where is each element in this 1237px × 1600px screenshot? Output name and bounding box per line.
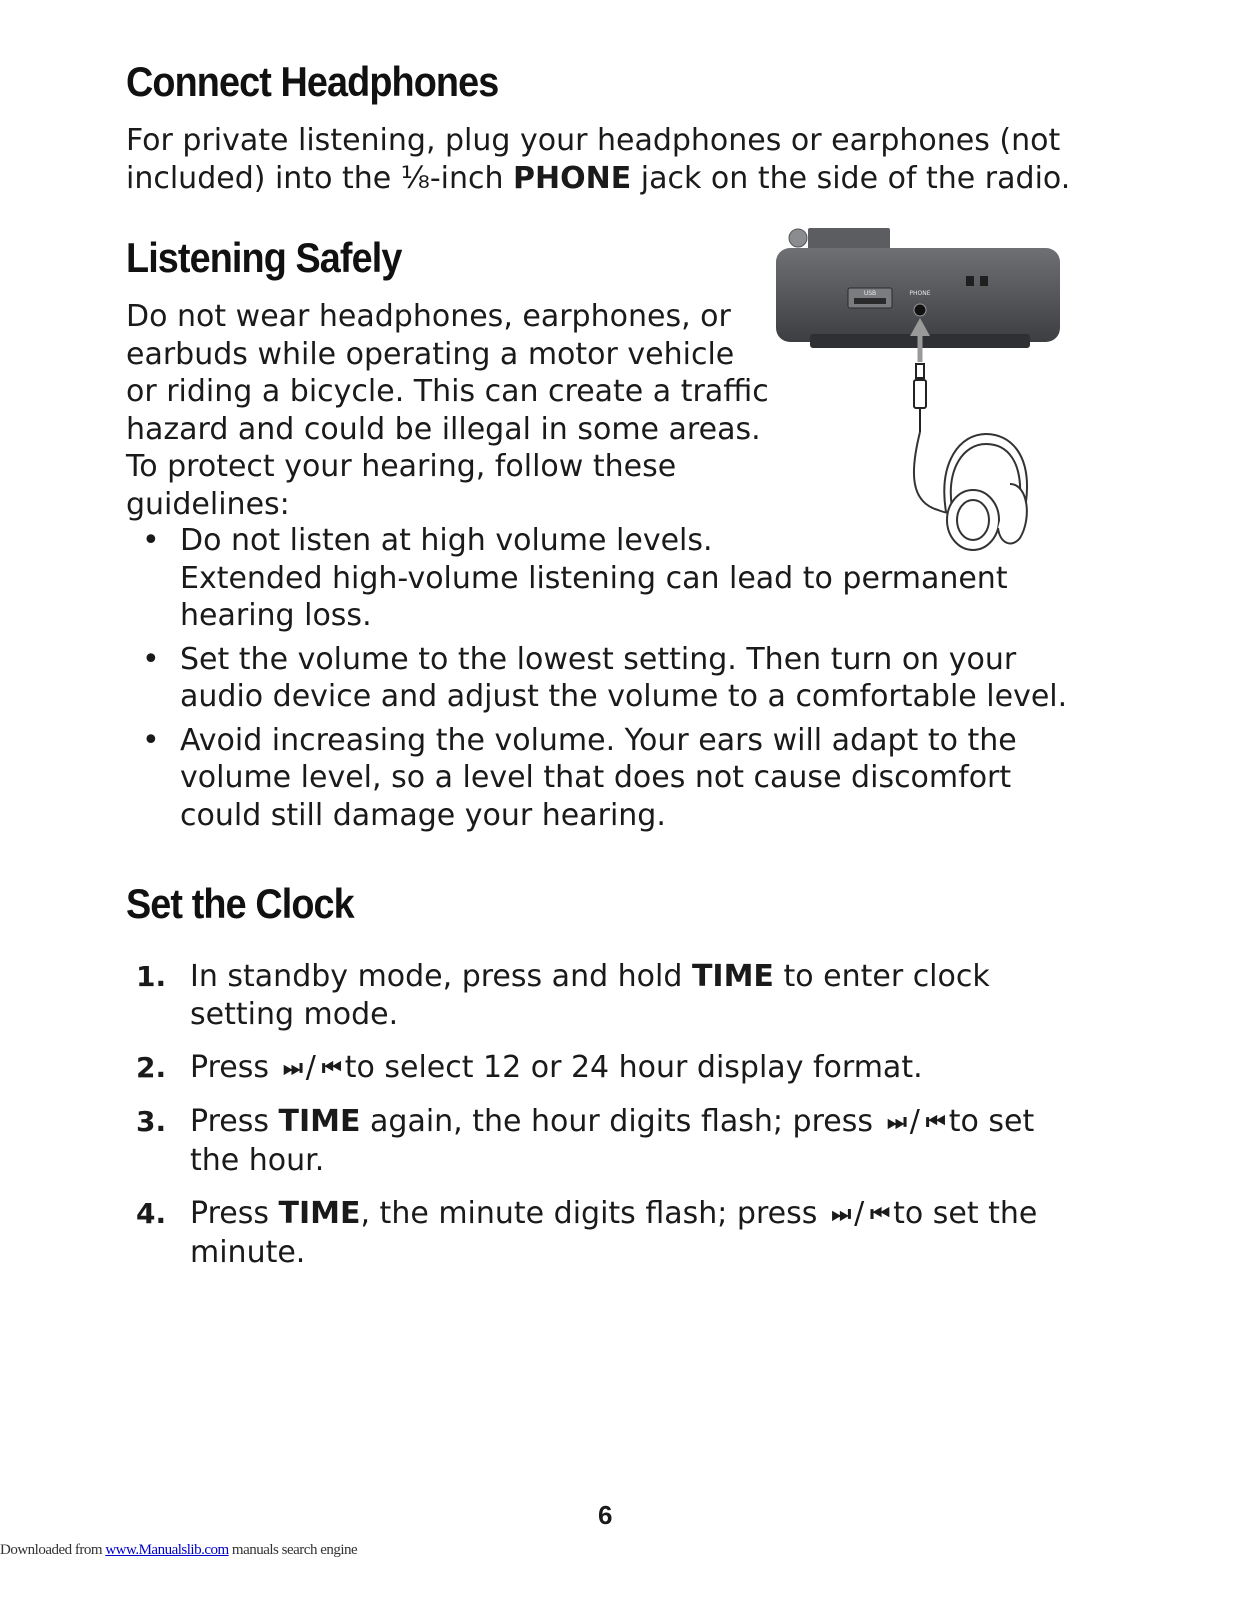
previous-track-icon: ⏮ [870, 1202, 888, 1227]
safety-line: or riding a bicycle. This can create a traffic [126, 374, 769, 409]
heading-listening-safely: Listening Safely [126, 234, 402, 281]
safety-line: Do not wear headphones, earphones, or [126, 299, 731, 334]
manualslib-link[interactable]: www.Manualslib.com [105, 1542, 229, 1558]
headphone-plug-icon [914, 364, 926, 432]
slash: / [305, 1050, 316, 1085]
safety-line: To protect your hearing, follow these [126, 449, 677, 484]
step-number: 3. [136, 1105, 167, 1138]
phone-port-label: PHONE [909, 290, 931, 297]
phone-jack-label: PHONE [513, 160, 632, 196]
slash: / [854, 1196, 865, 1231]
safety-bullet-list [126, 522, 1067, 834]
bullet-icon: • [142, 641, 160, 677]
connect-line-1: For private listening, plug your headphones or earphones (not [126, 123, 1061, 158]
phone-jack-icon [914, 304, 926, 316]
list-item: 4. Press TIME, the minute digits flash; press ⏭ / ⏮ to set the minute. [136, 1196, 1038, 1270]
connect-line-2-post: jack on the side of the radio. [631, 160, 1071, 196]
list-item: 2. Press ⏭ / ⏮ to select 12 or 24 hour display format. [126, 1049, 1086, 1088]
time-button-label: TIME [691, 959, 774, 994]
footer-suffix: manuals search engine [228, 1542, 358, 1558]
next-track-icon: ⏭ [886, 1110, 904, 1135]
radio-headphones-illustration [770, 222, 1070, 557]
usb-port-label: USB [863, 290, 877, 297]
download-footer [0, 1542, 357, 1559]
previous-track-icon: ⏮ [321, 1056, 339, 1081]
slash: / [909, 1104, 920, 1139]
list-item: 3. Press TIME again, the hour digits flash; press ⏭ / ⏮ to set the hour. [136, 1104, 1035, 1178]
next-track-icon: ⏭ [282, 1056, 300, 1081]
step-number: 1. [136, 960, 167, 993]
safety-line: guidelines: [126, 486, 290, 522]
heading-connect-headphones: Connect Headphones [126, 58, 499, 105]
footer-prefix: Downloaded from [0, 1542, 106, 1558]
bullet-icon: • [142, 722, 160, 758]
clock-steps-list [126, 958, 1086, 1272]
safety-line: earbuds while operating a motor vehicle [126, 336, 735, 372]
connect-line-2-pre: included) into the ⅛-inch [126, 160, 514, 196]
next-track-icon: ⏭ [831, 1202, 849, 1227]
list-item: 1. In standby mode, press and hold TIME to enter clock setting mode. [136, 959, 990, 1032]
headphones-icon [944, 434, 1027, 550]
previous-track-icon: ⏮ [925, 1110, 943, 1135]
safety-paragraph [126, 298, 769, 523]
heading-set-the-clock: Set the Clock [126, 880, 354, 927]
list-item: • Avoid increasing the volume. Your ears will adapt to the volume level, so a level that does not cause discomfort could still damage your hearing. [142, 722, 1017, 833]
safety-line: hazard and could be illegal in some areas. [126, 411, 761, 447]
page-number: 6 [598, 1500, 613, 1530]
list-item: • Set the volume to the lowest setting. Then turn on your audio device and adjust the volume to a comfortable level. [142, 641, 1068, 714]
step-number: 4. [136, 1197, 167, 1230]
time-button-label: TIME [278, 1196, 361, 1231]
step-number: 2. [136, 1051, 167, 1084]
time-button-label: TIME [278, 1104, 361, 1139]
bullet-icon: • [142, 523, 160, 558]
connect-paragraph [126, 122, 1070, 197]
list-item: • Do not listen at high volume levels. Extended high-volume listening can lead to permanent hearing loss. [142, 523, 1008, 633]
